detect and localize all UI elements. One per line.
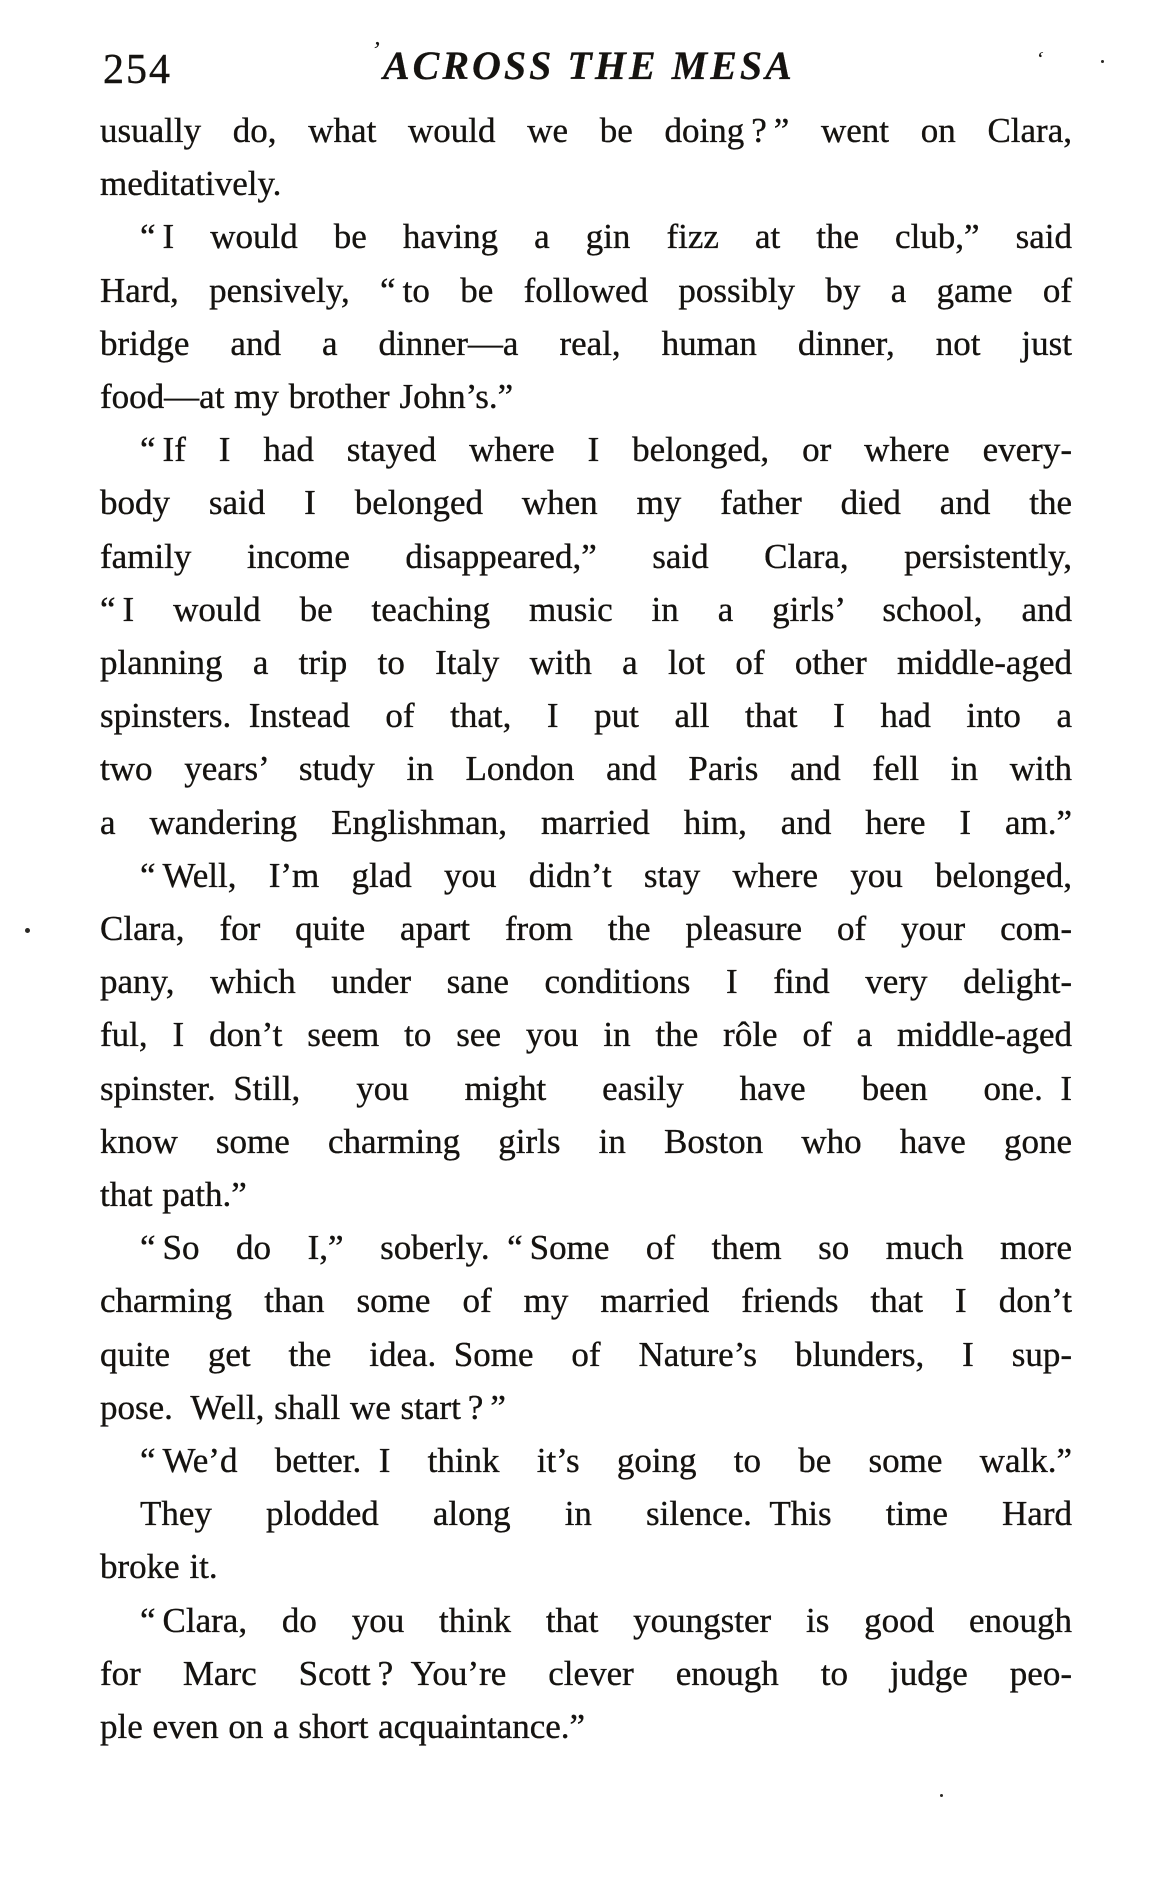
scan-artifact-tick-right: ‘: [1033, 45, 1047, 72]
text-line: usually do, what would we be doing ? ” went on Clara,: [100, 111, 1072, 150]
text-line: charming than some of my married friends that I don’t: [100, 1281, 1072, 1321]
text-line: “ Clara, do you think that youngster is good enough: [140, 1600, 1072, 1640]
text-line: Clara, for quite apart from the pleasure of your com-: [100, 909, 1072, 949]
text-line: ful, I don’t seem to see you in the rôle of a middle-aged: [100, 1015, 1072, 1055]
text-line: spinsters. Instead of that, I put all that I had into a: [100, 696, 1072, 736]
running-header: [0, 0, 1167, 100]
text-line: They plodded along in silence. This time Hard: [140, 1494, 1072, 1534]
text-line: for Marc Scott ? You’re clever enough to judge peo-: [100, 1653, 1072, 1693]
text-line: “ We’d better. I think it’s going to be some walk.”: [140, 1441, 1072, 1481]
text-line: “ I would be having a gin fizz at the club,” said: [140, 217, 1072, 257]
running-title: ACROSS THE MESA: [383, 43, 795, 88]
text-line: food—at my brother John’s.”: [100, 377, 514, 417]
page-body-text: [100, 104, 1072, 1753]
scan-artifact-tick-left: ’: [370, 35, 383, 66]
text-line: pose. Well, shall we start ? ”: [100, 1387, 506, 1427]
text-line: bridge and a dinner—a real, human dinner, not just: [100, 323, 1072, 363]
page-number: 254: [103, 47, 172, 93]
scan-speck: [940, 1794, 943, 1797]
text-line: spinster. Still, you might easily have been one. I: [100, 1068, 1072, 1108]
text-line: “ If I had stayed where I belonged, or where every-: [140, 430, 1072, 470]
scan-speck: [1101, 60, 1104, 63]
text-line: meditatively.: [100, 164, 282, 204]
text-line: family income disappeared,” said Clara, persistently,: [100, 536, 1072, 576]
text-line: body said I belonged when my father died and the: [100, 483, 1072, 523]
text-line: know some charming girls in Boston who have gone: [100, 1121, 1072, 1161]
text-line: a wandering Englishman, married him, and here I am.”: [100, 802, 1072, 842]
text-line: planning a trip to Italy with a lot of other middle-aged: [100, 643, 1072, 683]
text-line: pany, which under sane conditions I find very delight-: [100, 962, 1072, 1002]
text-line: quite get the idea. Some of Nature’s blunders, I sup-: [100, 1334, 1072, 1374]
text-line: “ Well, I’m glad you didn’t stay where you belonged,: [140, 855, 1072, 895]
text-line: two years’ study in London and Paris and fell in with: [100, 749, 1072, 789]
text-line: broke it.: [100, 1547, 218, 1587]
text-line: “ I would be teaching music in a girls’ school, and: [100, 589, 1072, 629]
text-line: Hard, pensively, “ to be followed possibly by a game of: [100, 270, 1072, 310]
text-line: that path.”: [100, 1175, 247, 1215]
text-line: ple even on a short acquaintance.”: [100, 1707, 586, 1747]
scan-speck: [25, 928, 30, 933]
text-line: “ So do I,” soberly. “ Some of them so much more: [140, 1228, 1072, 1268]
